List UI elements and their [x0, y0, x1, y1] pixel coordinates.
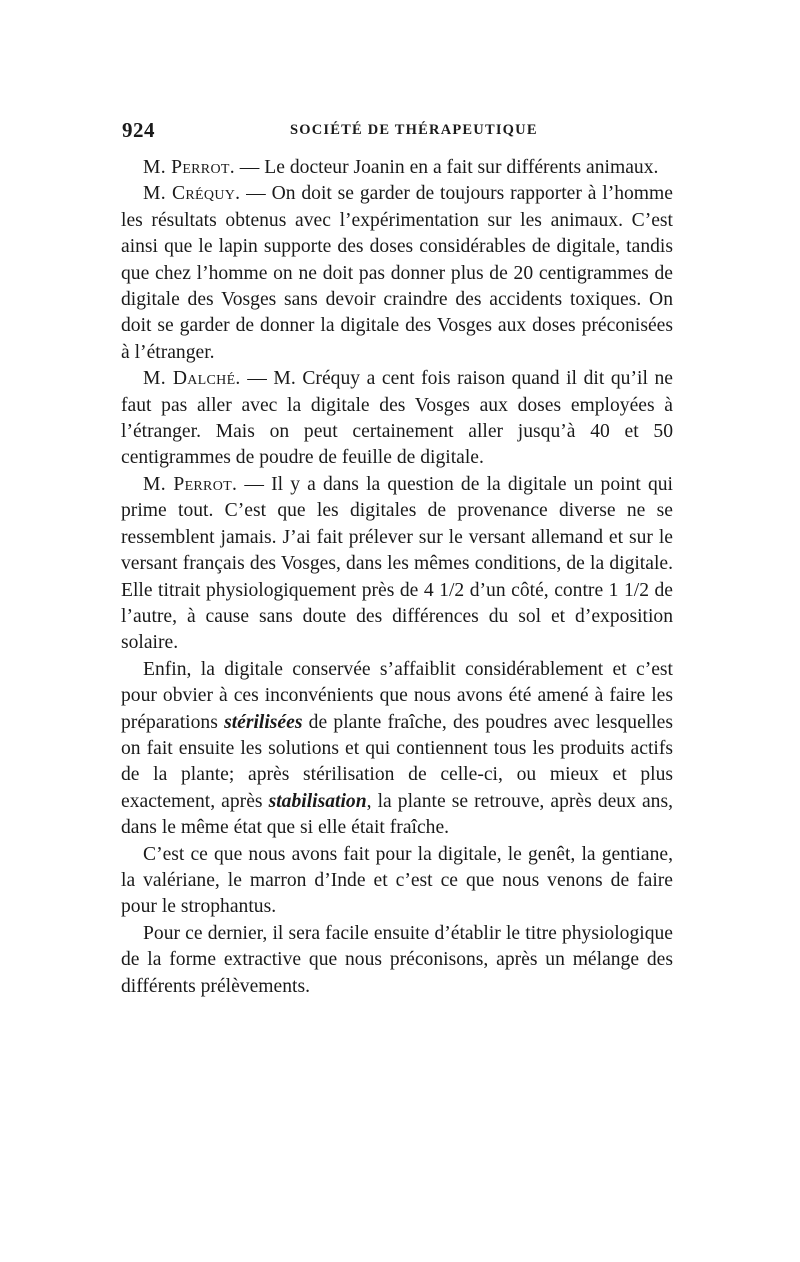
running-head: [122, 118, 672, 146]
paragraph-text: — On doit se garder de toujours rapporter à l’homme les résultats obtenus avec l’expérimentation sur les animaux. C’est ainsi que le lapin supporte des doses considérables de digitale, tandis que chez l’homme on ne doit pas donner plus de 20 centigrammes de digitale des Vosges sans devoir craindre des accidents toxiques. On doit se garder de donner la digitale des Vosges aux doses préconisées à l’étranger.: [121, 183, 673, 363]
paragraph: [121, 657, 673, 842]
paragraph-text: Pour ce dernier, il sera facile ensuite d’établir le titre physiologique de la forme extractive que nous préconisons, après un mélange des différents prélèvements.: [121, 922, 673, 997]
paragraph: [121, 366, 673, 472]
paragraph: [121, 155, 673, 181]
paragraph: [121, 842, 673, 921]
emphasized-term: stérilisées: [224, 711, 303, 733]
speaker-name: M. Perrot.: [143, 473, 238, 495]
paragraph-text: — Le docteur Joanin en a fait sur différents animaux.: [234, 157, 659, 178]
speaker-name: M. Créquy.: [143, 183, 241, 205]
paragraph-text: , la plante se retrouve, après deux ans, dans le même état que si elle était fraîche.: [121, 790, 673, 839]
paragraph-text: Enfin, la digitale conservée s’affaiblit considérablement et c’est pour obvier à ces inconvénients que nous avons été amené à faire les préparations: [121, 658, 673, 733]
body-text: [121, 155, 673, 1000]
paragraph: [121, 472, 673, 657]
paragraph-text: C’est ce que nous avons fait pour la digitale, le genêt, la gentiane, la valériane, le marron d’Inde et c’est ce que nous venons de faire pour le strophantus.: [121, 843, 673, 918]
paragraph: [121, 181, 673, 366]
paragraph: [121, 921, 673, 1000]
speaker-name: M. Dalché.: [143, 368, 241, 390]
emphasized-term: stabilisation: [268, 790, 367, 812]
paragraph-text: — M. Créquy a cent fois raison quand il dit qu’il ne faut pas aller avec la digitale des Vosges aux doses employées à l’étranger. Mais on peut certainement aller jusqu’à 40 et 50 centigrammes de poudre de feuille de digitale.: [121, 368, 673, 469]
paragraph-text: — Il y a dans la question de la digitale un point qui prime tout. C’est que les digitales de provenance diverse ne se ressemblent jamais. J’ai fait prélever sur le versant allemand et sur le versant français des Vosges, dans les mêmes conditions, de la digitale. Elle titrait physiologiquement près de 4 1/2 d’un côté, contre 1 1/2 de l’autre, à cause sans doute des différences du sol et d’exposition solaire.: [121, 473, 674, 654]
page-number: 924: [122, 118, 155, 142]
journal-title: SOCIÉTÉ DE THÉRAPEUTIQUE: [290, 122, 538, 138]
speaker-name: M. Perrot.: [143, 157, 235, 178]
paragraph-text: de plante fraîche, des poudres avec lesquelles on fait ensuite les solutions et qui contiennent tous les produits actifs de la plante; après stérilisation de celle-ci, ou mieux et plus exactement, après: [121, 711, 673, 812]
